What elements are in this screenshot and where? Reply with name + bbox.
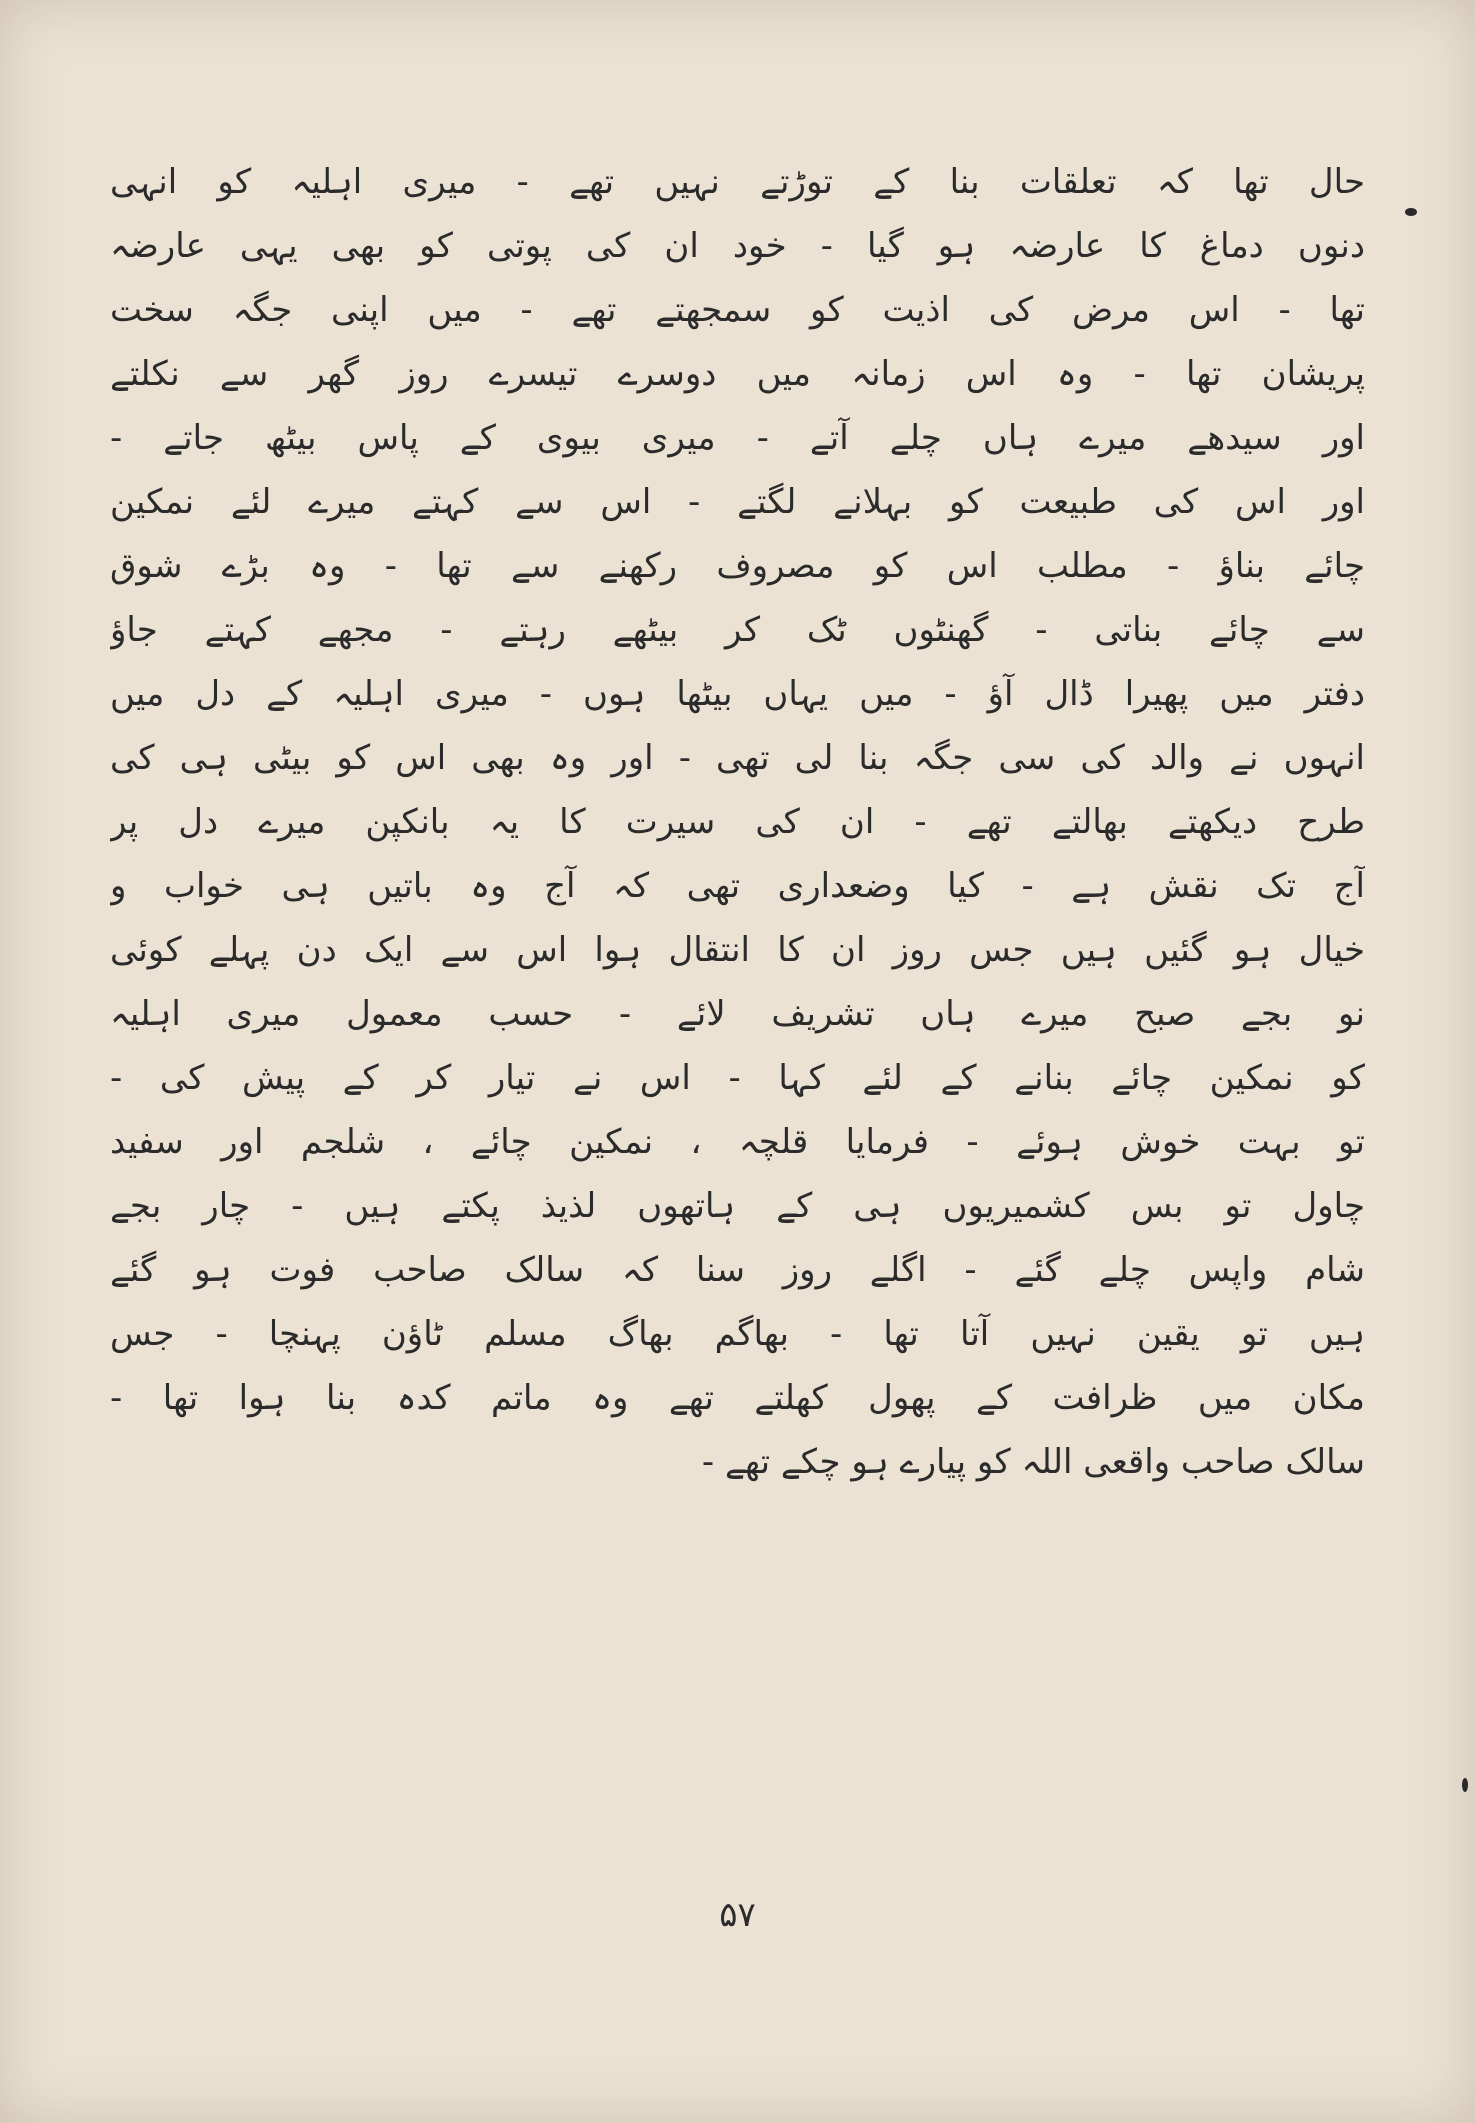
text-line: نو بجے صبح میرے ہاں تشریف لائے - حسب معمول میری اہلیہ: [110, 994, 1365, 1034]
text-line-last: سالک صاحب واقعی اللہ کو پیارے ہو چکے تھے -: [701, 1442, 1365, 1482]
text-line: آج تک نقش ہے - کیا وضعداری تھی کہ آج وہ باتیں ہی خواب و: [110, 866, 1365, 906]
text-line: مکان میں ظرافت کے پھول کھلتے تھے وہ ماتم کدہ بنا ہوا تھا -: [110, 1378, 1365, 1418]
page-number: ۵۷: [719, 1895, 756, 1935]
text-line: اور اس کی طبیعت کو بہلانے لگتے - اس سے کہتے میرے لئے نمکین: [110, 482, 1365, 522]
text-line: طرح دیکھتے بھالتے تھے - ان کی سیرت کا یہ بانکپن میرے دل پر: [110, 802, 1365, 842]
text-line: اور سیدھے میرے ہاں چلے آتے - میری بیوی کے پاس بیٹھ جاتے -: [110, 418, 1365, 458]
text-line: دفتر میں پھیرا ڈال آؤ - میں یہاں بیٹھا ہوں - میری اہلیہ کے دل میں: [110, 674, 1365, 714]
text-line: خیال ہو گئیں ہیں جس روز ان کا انتقال ہوا اس سے ایک دن پہلے کوئی: [110, 930, 1365, 970]
text-line: انہوں نے والد کی سی جگہ بنا لی تھی - اور وہ بھی اس کو بیٹی ہی کی: [110, 738, 1365, 778]
text-line: چائے بناؤ - مطلب اس کو مصروف رکھنے سے تھا - وہ بڑے شوق: [110, 546, 1365, 586]
text-line: کو نمکین چائے بنانے کے لئے کہا - اس نے تیار کر کے پیش کی -: [110, 1058, 1365, 1098]
text-line: سے چائے بناتی - گھنٹوں ٹک کر بیٹھے رہتے - مجھے کہتے جاؤ: [110, 610, 1365, 650]
text-line: شام واپس چلے گئے - اگلے روز سنا کہ سالک صاحب فوت ہو گئے: [110, 1250, 1365, 1290]
ink-speck-right-edge: [1462, 1778, 1468, 1792]
text-line: پریشان تھا - وہ اس زمانہ میں دوسرے تیسرے روز گھر سے نکلتے: [110, 354, 1365, 394]
ink-speck-top-right: [1405, 208, 1417, 216]
text-line: حال تھا کہ تعلقات بنا کے توڑتے نہیں تھے - میری اہلیہ کو انہی: [110, 162, 1365, 202]
body-text: [110, 150, 1365, 1494]
text-line: تھا - اس مرض کی اذیت کو سمجھتے تھے - میں اپنی جگہ سخت: [110, 290, 1365, 330]
text-line: ہیں تو یقین نہیں آتا تھا - بھاگم بھاگ مسلم ٹاؤن پہنچا - جس: [110, 1314, 1365, 1354]
text-line: تو بہت خوش ہوئے - فرمایا قلچہ ، نمکین چائے ، شلجم اور سفید: [110, 1122, 1365, 1162]
text-line: چاول تو بس کشمیریوں ہی کے ہاتھوں لذیذ پکتے ہیں - چار بجے: [110, 1186, 1365, 1226]
text-line: دنوں دماغ کا عارضہ ہو گیا - خود ان کی پوتی کو بھی یہی عارضہ: [110, 226, 1365, 266]
